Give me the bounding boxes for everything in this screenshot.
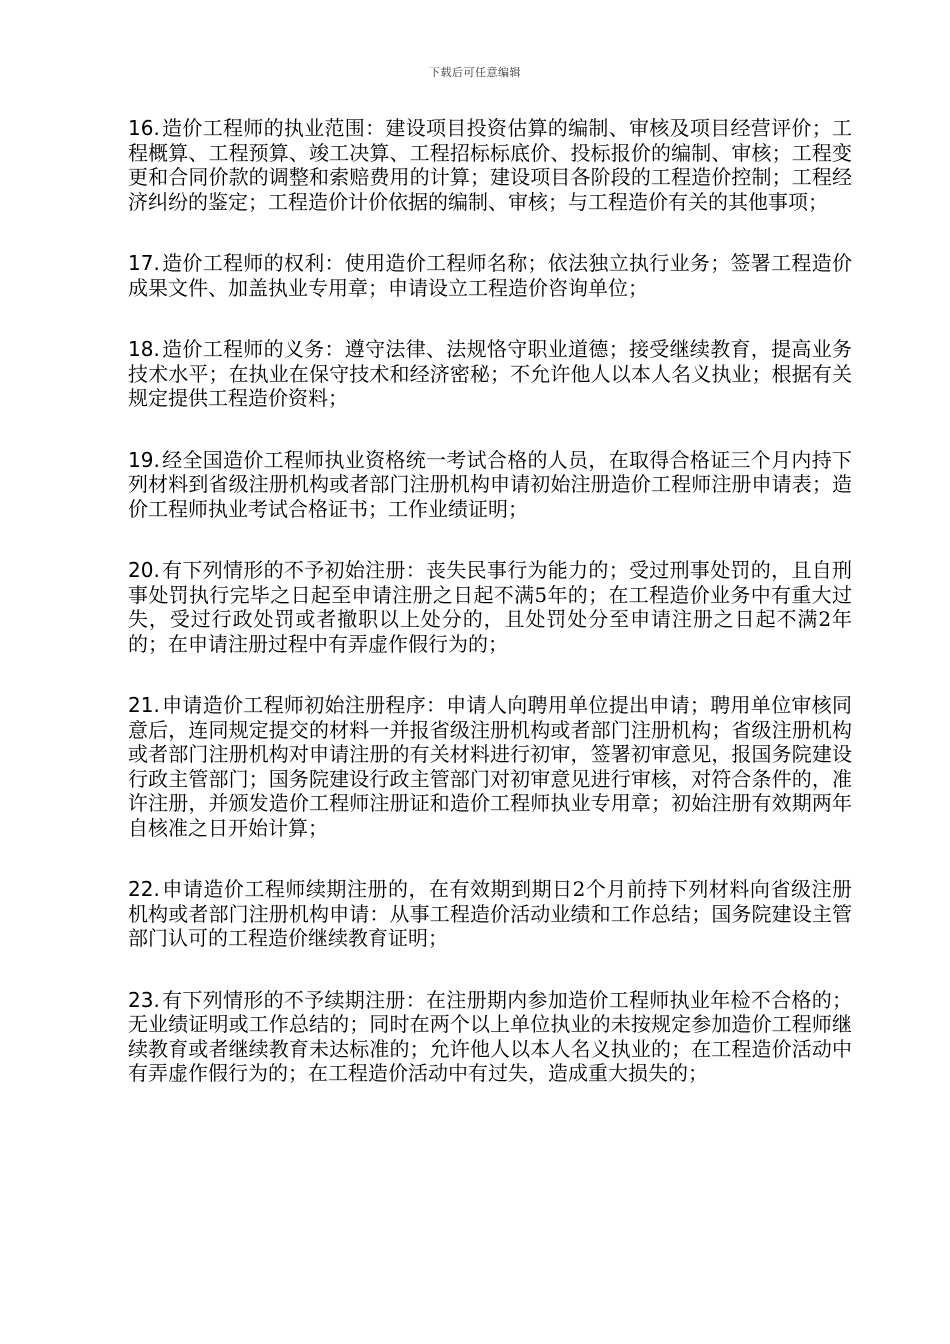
clause-text: 申请造价工程师续期注册的，在有效期到期日2个月前持下列材料向省级注册机构或者部门注册机构申请：从事工程造价活动业绩和工作总结；国务院建设主管部门认可的工程造价继续教育证明； (128, 877, 852, 950)
clause-number: 22. (128, 877, 160, 901)
clause-17 (128, 251, 852, 300)
document-body (128, 116, 852, 1123)
clause-number: 20. (128, 558, 160, 582)
clause-16 (128, 116, 852, 214)
clause-23 (128, 988, 852, 1086)
clause-22 (128, 877, 852, 951)
clause-number: 23. (128, 987, 160, 1012)
clause-20 (128, 558, 852, 656)
clause-21 (128, 693, 852, 840)
clause-text: 有下列情形的不予初始注册：丧失民事行为能力的；受过刑事处罚的，且自刑事处罚执行完毕之日起至申请注册之日起不满5年的；在工程造价业务中有重大过失，受过行政处罚或者撤职以上处分的，且处罚处分至申请注册之日起不满2年的；在申请注册过程中有弄虚作假行为的； (128, 558, 852, 656)
clause-number: 18. (128, 337, 160, 361)
clause-text: 经全国造价工程师执业资格统一考试合格的人员，在取得合格证三个月内持下列材料到省级注册机构或者部门注册机构申请初始注册造价工程师注册申请表；造价工程师执业考试合格证书；工作业绩证明； (128, 447, 852, 521)
clause-number: 16. (128, 116, 160, 140)
clause-text: 有下列情形的不予续期注册：在注册期内参加造价工程师执业年检不合格的；无业绩证明或工作总结的；同时在两个以上单位执业的未按规定参加造价工程师继续教育或者继续教育未达标准的；允许他人以本人名义执业的；在工程造价活动中有弄虚作假行为的；在工程造价活动中有过失，造成重大损失的； (128, 987, 852, 1085)
clause-text: 造价工程师的权利：使用造价工程师名称；依法独立执行业务；签署工程造价成果文件、加盖执业专用章；申请设立工程造价咨询单位； (128, 251, 852, 300)
clause-19 (128, 448, 852, 522)
clause-text: 造价工程师的执业范围：建设项目投资估算的编制、审核及项目经营评价；工程概算、工程预算、竣工决算、工程招标标底价、投标报价的编制、审核；工程变更和合同价款的调整和索赔费用的计算；建设项目各阶段的工程造价控制；工程经济纠纷的鉴定；工程造价计价依据的编制、审核；与工程造价有关的其他事项； (128, 116, 852, 214)
clause-text: 申请造价工程师初始注册程序：申请人向聘用单位提出申请；聘用单位审核同意后，连同规定提交的材料一并报省级注册机构或者部门注册机构；省级注册机构或者部门注册机构对申请注册的有关材料进行初审，签署初审意见，报国务院建设行政主管部门；国务院建设行政主管部门对初审意见进行审核，对符合条件的，准许注册，并颁发造价工程师注册证和造价工程师执业专用章；初始注册有效期两年自核准之日开始计算； (128, 693, 852, 840)
clause-text: 造价工程师的义务：遵守法律、法规恪守职业道德；接受继续教育，提高业务技术水平；在执业在保守技术和经济密秘；不允许他人以本人名义执业；根据有关规定提供工程造价资料； (128, 337, 852, 410)
clause-number: 19. (128, 447, 160, 472)
clause-18 (128, 337, 852, 411)
clause-number: 21. (128, 693, 160, 717)
page-header-note: 下载后可任意编辑 (429, 66, 521, 79)
clause-number: 17. (128, 251, 160, 275)
